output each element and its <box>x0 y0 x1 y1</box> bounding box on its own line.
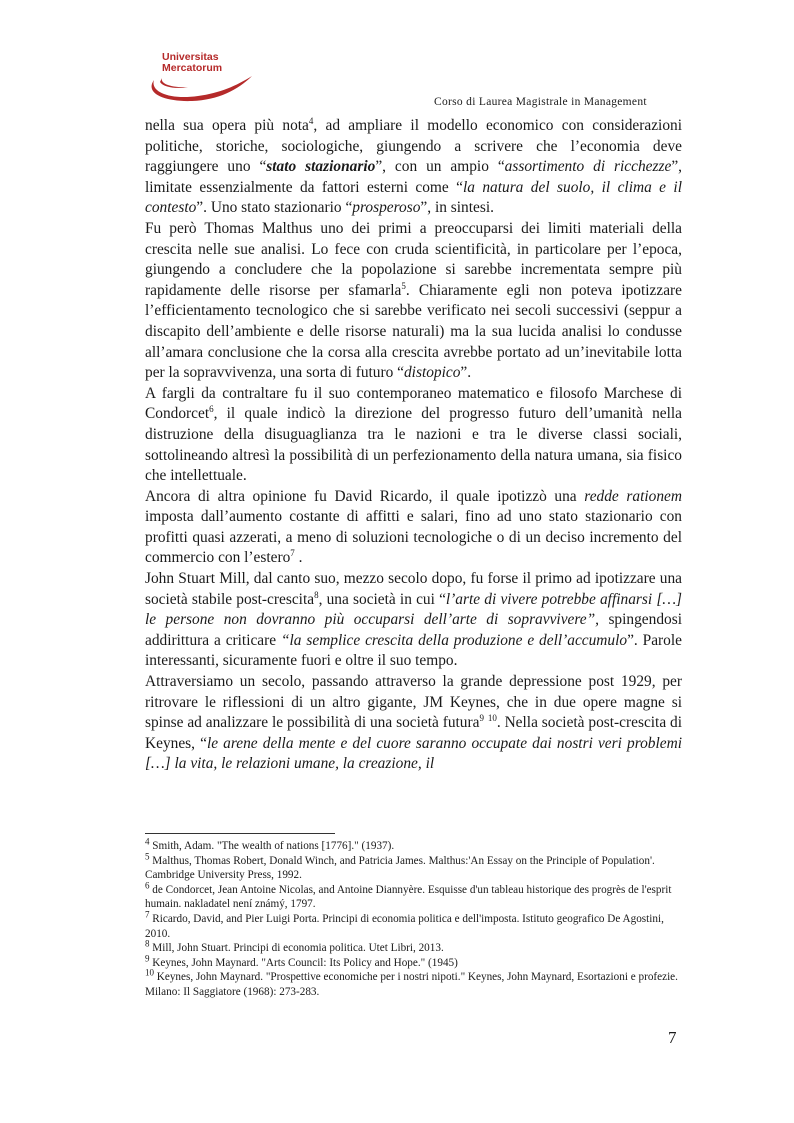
text-run: . Chiaramente egli non poteva ipotizzare l’efficientamento tecnologico che si sarebbe verificato nei secoli successivi (seppur a discapito dell’ambiente e delle risorse naturali) ma la sua lucida analisi lo condusse all’amara conclusione che la corsa alla crescita avrebbe portato ad un’inevitabile lotta per la sopravvivenza, una sorta di futuro “ <box>145 281 682 382</box>
footnote <box>145 953 682 971</box>
italic-run: prosperoso <box>352 199 421 217</box>
footnote-number: 8 <box>145 938 150 949</box>
text-run: ”, con un ampio “ <box>375 158 505 176</box>
text-run: . Nella società post-crescita di Keynes, “ <box>145 714 683 752</box>
italic-run: la natura del suolo, il clima e il contesto <box>145 178 682 217</box>
text-run: ”. Parole interessanti, sicuramente fuori e oltre il suo tempo. <box>145 631 682 670</box>
paragraph <box>145 384 682 487</box>
footnote-number: 6 <box>145 880 150 891</box>
text-run: Ancora di altra opinione fu David Ricardo, il quale ipotizzò una <box>145 487 585 505</box>
logo-line-2: Mercatorum <box>162 62 223 74</box>
text-run: ”. <box>460 364 472 382</box>
footnote-number: 10 <box>145 967 154 978</box>
footnote-ref: 4 <box>308 115 314 126</box>
text-run: Attraversiamo un secolo, passando attraverso la grande depressione post 1929, per ritrovare le riflessioni di un altro gigante, JM Keynes, che in due opere magne si spinse ad analizzare le possibilità di una società futura <box>145 673 682 732</box>
text-run: , una società in cui “ <box>318 590 446 608</box>
footnote-ref: 9 <box>479 713 484 724</box>
footnotes <box>145 836 682 1000</box>
text-run: ”, limitate essenzialmente da fattori esterni come “ <box>145 158 682 196</box>
footnote-text: Malthus, Thomas Robert, Donald Winch, and Patricia James. Malthus:'An Essay on the Principle of Population'. Cambridge University Press, 1992. <box>145 854 655 882</box>
footnote-text: Smith, Adam. "The wealth of nations [1776]." (1937). <box>149 840 395 852</box>
footnote-text: de Condorcet, Jean Antoine Nicolas, and Antoine Diannyère. Esquisse d'un tableau historique des progrès de l'esprit humain. nakladatel není známý, 1797. <box>145 883 672 911</box>
text-run: Fu però Thomas Malthus uno dei primi a preoccuparsi dei limiti materiali della crescita nelle sue analisi. Lo fece con cruda scientificità, in particolare per l’epoca, giungendo a concludere che la popolazione si sarebbe incrementata sempre più rapidamente delle risorse per sfamarla <box>145 219 682 299</box>
italic-run: distopico <box>403 364 461 382</box>
footnote <box>145 967 682 999</box>
footnote-number: 9 <box>145 953 150 964</box>
footnote-ref: 10 <box>487 713 497 724</box>
paragraph <box>145 116 682 219</box>
text-run: ”. Uno stato stazionario “ <box>196 199 353 217</box>
paragraph <box>145 219 682 384</box>
text-run: John Stuart Mill, dal canto suo, mezzo secolo dopo, fu forse il primo ad ipotizzare una società stabile post-crescita <box>145 570 682 608</box>
footnote-text: Mill, John Stuart. Principi di economia politica. Utet Libri, 2013. <box>149 942 444 955</box>
paragraph <box>145 569 682 672</box>
text-run: spingendosi addirittura a criticare <box>145 611 682 649</box>
footnote-text: Keynes, John Maynard. "Prospettive economiche per i nostri nipoti." Keynes, John Maynard, Esortazioni e profezie. Milano: Il Saggiatore (1968): 273-283. <box>145 971 678 998</box>
paragraph <box>145 487 682 569</box>
course-header: Corso di Laurea Magistrale in Management <box>434 96 647 108</box>
italic-run: “la semplice crescita della produzione e dell’accumulo <box>280 631 628 649</box>
footnote <box>145 850 682 883</box>
footnote <box>145 909 682 941</box>
text-run: , ad ampliare il modello economico con considerazioni politiche, storiche, sociologiche, giungendo a scrivere che l’economia deve raggiungere uno “ <box>145 117 682 176</box>
logo-swoosh-icon <box>148 70 258 102</box>
italic-run: l’arte di vivere potrebbe affinarsi […] le persone non dovranno più occuparsi dell’arte di sopravvivere”, <box>145 590 682 629</box>
page-number: 7 <box>668 1028 677 1047</box>
italic-run: redde rationem <box>584 487 682 505</box>
footnote-ref: 5 <box>401 280 406 291</box>
university-logo <box>148 52 258 102</box>
footnote-ref: 8 <box>314 589 319 600</box>
italic-run: le arene della mente e del cuore saranno occupate dai nostri veri problemi […] la vita, le relazioni umane, la creazione, il <box>145 734 682 773</box>
text-run: imposta dall’aumento costante di affitti e salari, fino ad uno stato stazionario con profitti quasi azzerati, a meno di soluzioni tecnologiche o di un deciso incremento del commercio con l’estero <box>145 508 682 567</box>
footnote-number: 7 <box>145 909 150 920</box>
text-run: nella sua opera più nota <box>145 117 309 134</box>
text-run: A fargli da contraltare fu il suo contemporaneo matematico e filosofo Marchese di Condorcet <box>145 384 682 423</box>
footnote-number: 5 <box>145 850 150 861</box>
body-text <box>145 116 682 775</box>
footnote-text: Ricardo, David, and Pier Luigi Porta. Principi di economia politica e dell'imposta. Istituto geografico De Agostini, 2010. <box>145 912 664 940</box>
italic-run: assortimento di ricchezze <box>504 158 672 176</box>
text-run: , il quale indicò la direzione del progresso futuro dell’umanità nella distruzione della disuguaglianza tra le nazioni e tra le diverse classi sociali, sottolineando altresì la possibilità di un perfezionamento della natura umana, sia fisico che intellettuale. <box>145 405 682 485</box>
footnote <box>145 880 682 912</box>
footnote-ref: 6 <box>209 404 214 415</box>
text-run: ”, in sintesi. <box>420 199 494 217</box>
text-run: . <box>294 549 303 567</box>
footnote-text: Keynes, John Maynard. "Arts Council: Its Policy and Hope." (1945) <box>149 956 458 969</box>
footnote <box>145 836 682 854</box>
footnote-ref: 7 <box>290 548 295 559</box>
footnote <box>145 938 682 956</box>
logo-line-1: Universitas <box>162 51 219 63</box>
bold-italic-run: stato stazionario <box>266 158 376 176</box>
paragraph <box>145 672 682 775</box>
footnote-separator <box>145 833 335 834</box>
footnote-number: 4 <box>145 836 150 847</box>
